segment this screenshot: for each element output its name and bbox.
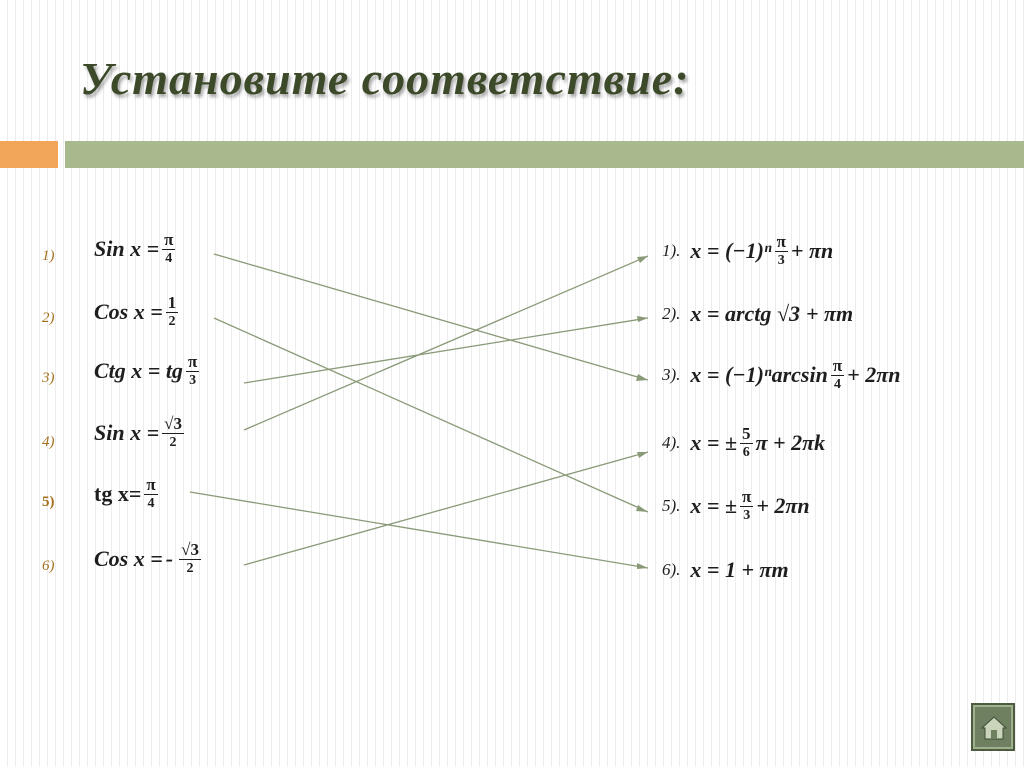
left-num-1: 1) — [42, 248, 55, 264]
left-eq-5: tg x= $\frac{\pi}{4}$ — [94, 475, 156, 511]
home-button[interactable] — [971, 703, 1015, 751]
left-num-2: 2) — [42, 310, 55, 326]
right-eq-3: 3). x = (−1)ⁿarcsin $\frac{\pi}{4}$ + 2πn — [662, 356, 901, 392]
right-eq-1: 1). x = (−1)ⁿ $\frac{\pi}{3}$ + πn — [662, 232, 834, 268]
line-1-3 — [214, 254, 648, 380]
left-eq-4: Sin x = $\frac{√3}{2}$ — [94, 414, 182, 450]
page-title: Установите соответствие: — [80, 53, 690, 104]
left-eq-3: Ctg x = tg $\frac{\pi}{3}$ — [94, 352, 198, 388]
left-eq-1: Sin x = $\frac{\pi}{4}$ — [94, 230, 174, 266]
left-eq-2: Cos x = $\frac{1}{2}$ — [94, 293, 177, 329]
left-num-5: 5) — [42, 494, 55, 510]
line-3-2 — [244, 318, 648, 383]
left-num-4: 4) — [42, 434, 55, 450]
home-icon — [981, 715, 1007, 741]
line-5-6 — [190, 492, 648, 568]
left-eq-6: Cos x = - $\frac{√3}{2}$ — [94, 540, 199, 576]
right-eq-5: 5). x = ± $\frac{\pi}{3}$ + 2πn — [662, 487, 810, 523]
left-num-6: 6) — [42, 558, 55, 574]
right-eq-6: 6). x = 1 + πm — [662, 557, 789, 582]
line-6-4 — [244, 452, 648, 565]
left-num-3: 3) — [42, 370, 55, 386]
right-eq-4: 4). x = ± $\frac{5}{6}$ π + 2πk — [662, 424, 826, 460]
line-4-1 — [244, 256, 648, 430]
right-eq-2: 2). x = arctg √3 + πm — [662, 301, 854, 326]
